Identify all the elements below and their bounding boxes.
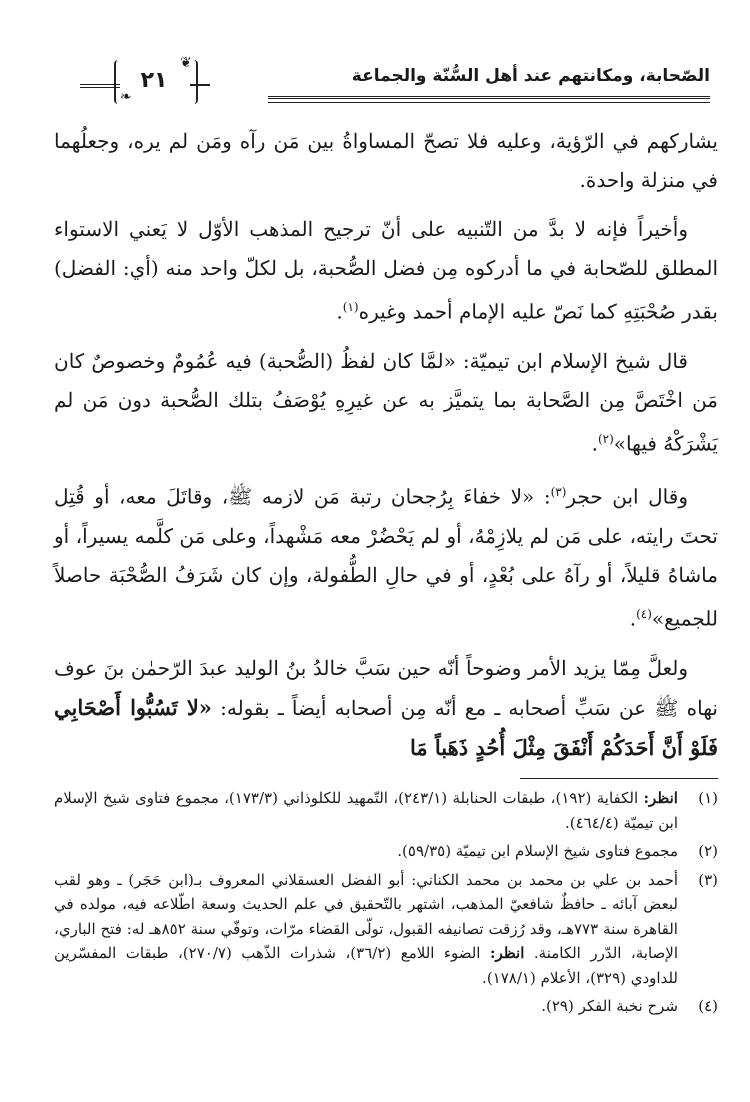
main-text	[54, 122, 718, 778]
running-title: الصّحابة، ومكانتهم عند أهل السُّنّة والجماعة	[351, 66, 710, 86]
footnote-ref-2[interactable]: (٢)	[597, 431, 614, 446]
footnote-number: (٢)	[698, 842, 718, 860]
footnotes	[54, 786, 718, 1023]
paragraph-1: يشاركهم في الرّؤية، وعليه فلا تصحّ المساواةُ بين مَن رآه ومَن لم يره، وجعلُهما في منزلة واحدة.	[54, 129, 718, 192]
footnote-number: (١)	[698, 789, 718, 807]
footnote-ref-1[interactable]: (١)	[342, 300, 359, 314]
footnote-item: (١) انظر: الكفاية (١٩٢)، طبقات الحنابلة (٢٤٣/١)، التّمهيد للكلوذاني (١٧٣/٣)، مجموع فتاوى شيخ الإسلام ابن تيميّة (٤٦٤/٤).	[54, 786, 718, 835]
footnote-item: (٢) مجموع فتاوى شيخ الإسلام ابن تيميّة (٥٩/٣٥).	[54, 839, 718, 864]
paragraph-4: وقال ابن حجر$^{(٣)}$: «لا خفاءَ بِرُجحان رتبة مَن لازمه ﷺ، وقاتَلَ معه، أو قُتِل تحتَ رايته، على مَن لم يلازِمْهُ، أو لم يَحْضُرْ معه مَشْهداً، وعلى مَن كلَّمه يسيراً، أو ماشاهُ قليلاً، أو رآهُ على بُعْدٍ، أو في حالِ الطُّفولة، وإن كان شَرَفُ الصُّحْبَة حاصلاً للجميع»$^{(٤)}$.	[54, 484, 718, 631]
footnote-separator	[520, 778, 718, 779]
hadith-quote: «لا تَسُبُّوا أَصْحَابِي فَلَوْ أَنَّ أَحَدَكُمْ أَنْفَقَ مِثْلَ أُحُدٍ ذَهَباً مَا	[54, 694, 718, 760]
flourish-ornament-icon: ❦	[180, 55, 192, 71]
paragraph-2: وأخيراً فإنه لا بدَّ من التّنبيه على أنّ ترجيح المذهب الأوّل لا يَعني الاستواء المطلق للصّحابة في ما أدركوه مِن فضل الصُّحبة، بل لكلّ واحد منه (أي: الفضل) بقدر صُحْبَتِهِ كما نَصّ عليه الإمام أحمد وغيره$^{(١)}$.	[54, 217, 718, 324]
footnote-number: (٤)	[698, 997, 718, 1015]
header-rule	[268, 96, 710, 99]
paragraph-3: قال شيخ الإسلام ابن تيميّة: «لمَّا كان لفظُ (الصُّحبة) فيه عُمُومٌ وخصوصٌ كان مَن اخْتَصَّ مِن الصَّحابة بما يتميَّز به عن غيرِهِ يُوْصَفُ بتلك الصُّحبة دون مَن لم يَشْرَكْهُ فيها»$^{(٢)}$.	[54, 348, 718, 456]
footnote-ref-4[interactable]: (٤)	[636, 606, 652, 621]
header-rule-thin	[268, 102, 710, 103]
flourish-ornament-icon: ❧	[120, 89, 132, 105]
footnote-ref-3[interactable]: (٣)	[550, 485, 567, 500]
paragraph-5: ولعلَّ مِمّا يزيد الأمر وضوحاً أنّه حين سَبَّ خالدُ بنُ الوليد عبدَ الرّحمٰن بنَ عوف نهاه ﷺ عن سَبِّ أصحابه ـ مع أنّه مِن أصحابه أيضاً ـ بقوله: «لا تَسُبُّوا أَصْحَابِي فَلَوْ أَنَّ أَحَدَكُمْ أَنْفَقَ مِثْلَ أُحُدٍ ذَهَباً مَا	[54, 655, 718, 760]
footnote-number: (٣)	[698, 870, 718, 889]
page-header	[80, 55, 710, 108]
footnote-item: (٤) شرح نخبة الفكر (٢٩).	[54, 994, 718, 1019]
page-number: ٢١	[140, 68, 168, 93]
footnote-item: (٣) أحمد بن علي بن محمد بن محمد الكناني: أبو الفضل العسقلاني المعروف بـ(ابن حَجَر) ـ وهو لقب لبعض آبائه ـ حافظٌ شافعيّ المذهب، اشتهر بالتّحقيق في علم الحديث وسعة اطّلاعه فيه، مولده في القاهرة سنة ٧٧٣هـ، وقد رُزقت تصانيفه القبول، تولّى القضاء مرّات، وتوفّي سنة ٨٥٢هـ له: فتح الباري، الإصابة، الدّرر الكامنة. انظر: الضوء اللامع (٣٦/٢)، شذرات الذّهب (٢٧٠/٧)، طبقات المفسّرين للداودي (٣٢٩)، الأعلام (١٧٨/١).	[54, 868, 718, 991]
